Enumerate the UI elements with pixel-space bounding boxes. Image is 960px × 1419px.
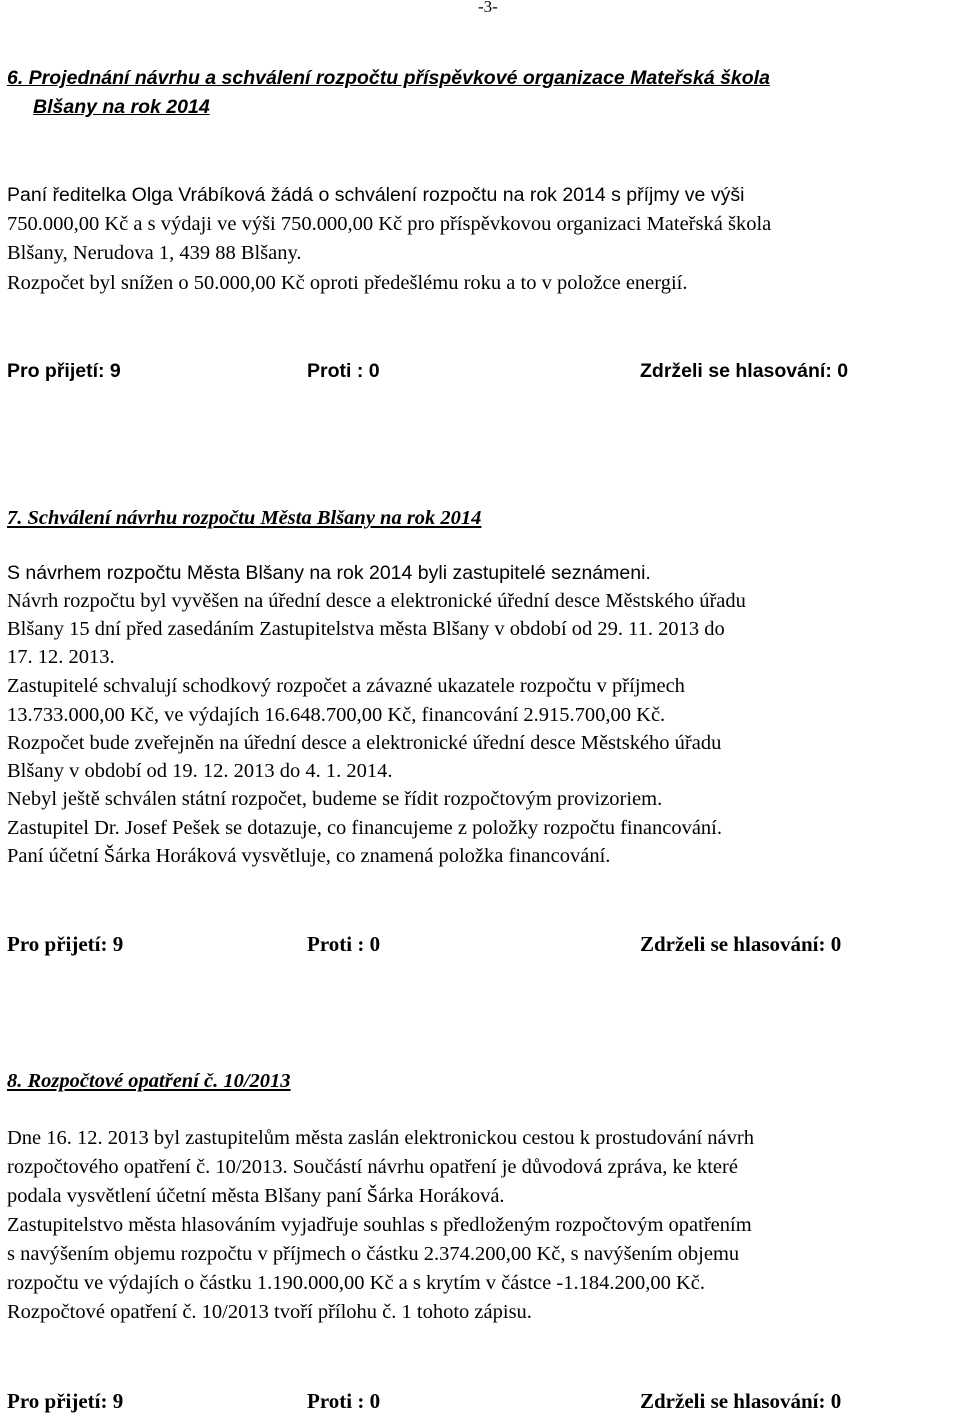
- section-7-line: Zastupitelé schvalují schodkový rozpočet a závazné ukazatele rozpočtu v příjmech: [7, 675, 685, 697]
- section-7-line: Blšany v období od 19. 12. 2013 do 4. 1. 2014.: [7, 760, 393, 782]
- section-7-line: 13.733.000,00 Kč, ve výdajích 16.648.700,00 Kč, financování 2.915.700,00 Kč.: [7, 704, 666, 726]
- section-7-heading: 7. Schválení návrhu rozpočtu Města Blšany na rok 2014: [7, 507, 482, 529]
- section-8-line: podala vysvětlení účetní města Blšany paní Šárka Horáková.: [7, 1185, 505, 1207]
- vote-abstain: Zdrželi se hlasování: 0: [640, 1389, 842, 1413]
- vote-against: Proti : 0: [307, 360, 380, 382]
- section-8-line: Zastupitelstvo města hlasováním vyjadřuje souhlas s předloženým rozpočtovým opatřením: [7, 1214, 752, 1236]
- vote-abstain: Zdrželi se hlasování: 0: [640, 360, 849, 382]
- vote-for: Pro přijetí: 9: [7, 360, 121, 382]
- section-7-line: Nebyl ještě schválen státní rozpočet, budeme se řídit rozpočtovým provizoriem.: [7, 788, 663, 810]
- section-8-line: s navýšením objemu rozpočtu v příjmech o částku 2.374.200,00 Kč, s navýšením objemu: [7, 1243, 740, 1265]
- page-number: -3-: [478, 0, 498, 16]
- vote-for: Pro přijetí: 9: [7, 932, 124, 956]
- section-6-line: Rozpočet byl snížen o 50.000,00 Kč oproti předešlému roku a to v položce energií.: [7, 272, 688, 294]
- vote-against: Proti : 0: [307, 1389, 381, 1413]
- vote-for: Pro přijetí: 9: [7, 1389, 124, 1413]
- section-6-line: Blšany, Nerudova 1, 439 88 Blšany.: [7, 242, 302, 264]
- section-8-line: Rozpočtové opatření č. 10/2013 tvoří přílohu č. 1 tohoto zápisu.: [7, 1301, 532, 1323]
- section-8-line: rozpočtového opatření č. 10/2013. Součástí návrhu opatření je důvodová zpráva, ke které: [7, 1156, 738, 1178]
- section-8-heading: 8. Rozpočtové opatření č. 10/2013: [7, 1070, 291, 1092]
- section-7-line: Paní účetní Šárka Horáková vysvětluje, co znamená položka financování.: [7, 845, 611, 867]
- section-6-heading-line1: 6. Projednání návrhu a schválení rozpočtu příspěvkové organizace Mateřská škola: [7, 67, 770, 89]
- section-7-line: Blšany 15 dní před zasedáním Zastupitelstva města Blšany v období od 29. 11. 2013 do: [7, 618, 725, 640]
- section-7-line: Návrh rozpočtu byl vyvěšen na úřední desce a elektronické úřední desce Městského úřadu: [7, 590, 746, 612]
- section-7-line: S návrhem rozpočtu Města Blšany na rok 2014 byli zastupitelé seznámeni.: [7, 562, 651, 584]
- vote-against: Proti : 0: [307, 932, 381, 956]
- section-8-line: rozpočtu ve výdajích o částku 1.190.000,00 Kč a s krytím v částce -1.184.200,00 Kč.: [7, 1272, 705, 1294]
- section-7-line: Rozpočet bude zveřejněn na úřední desce a elektronické úřední desce Městského úřadu: [7, 732, 722, 754]
- vote-abstain: Zdrželi se hlasování: 0: [640, 932, 842, 956]
- section-8-line: Dne 16. 12. 2013 byl zastupitelům města zaslán elektronickou cestou k prostudování návrh: [7, 1127, 754, 1149]
- section-7-line: 17. 12. 2013.: [7, 646, 115, 668]
- section-7-line: Zastupitel Dr. Josef Pešek se dotazuje, co financujeme z položky rozpočtu financování.: [7, 817, 722, 839]
- section-6-line: 750.000,00 Kč a s výdaji ve výši 750.000,00 Kč pro příspěvkovou organizaci Mateřská škola: [7, 213, 772, 235]
- section-6-heading-line2: Blšany na rok 2014: [33, 96, 210, 118]
- section-6-line: Paní ředitelka Olga Vrábíková žádá o schválení rozpočtu na rok 2014 s příjmy ve výši: [7, 184, 745, 206]
